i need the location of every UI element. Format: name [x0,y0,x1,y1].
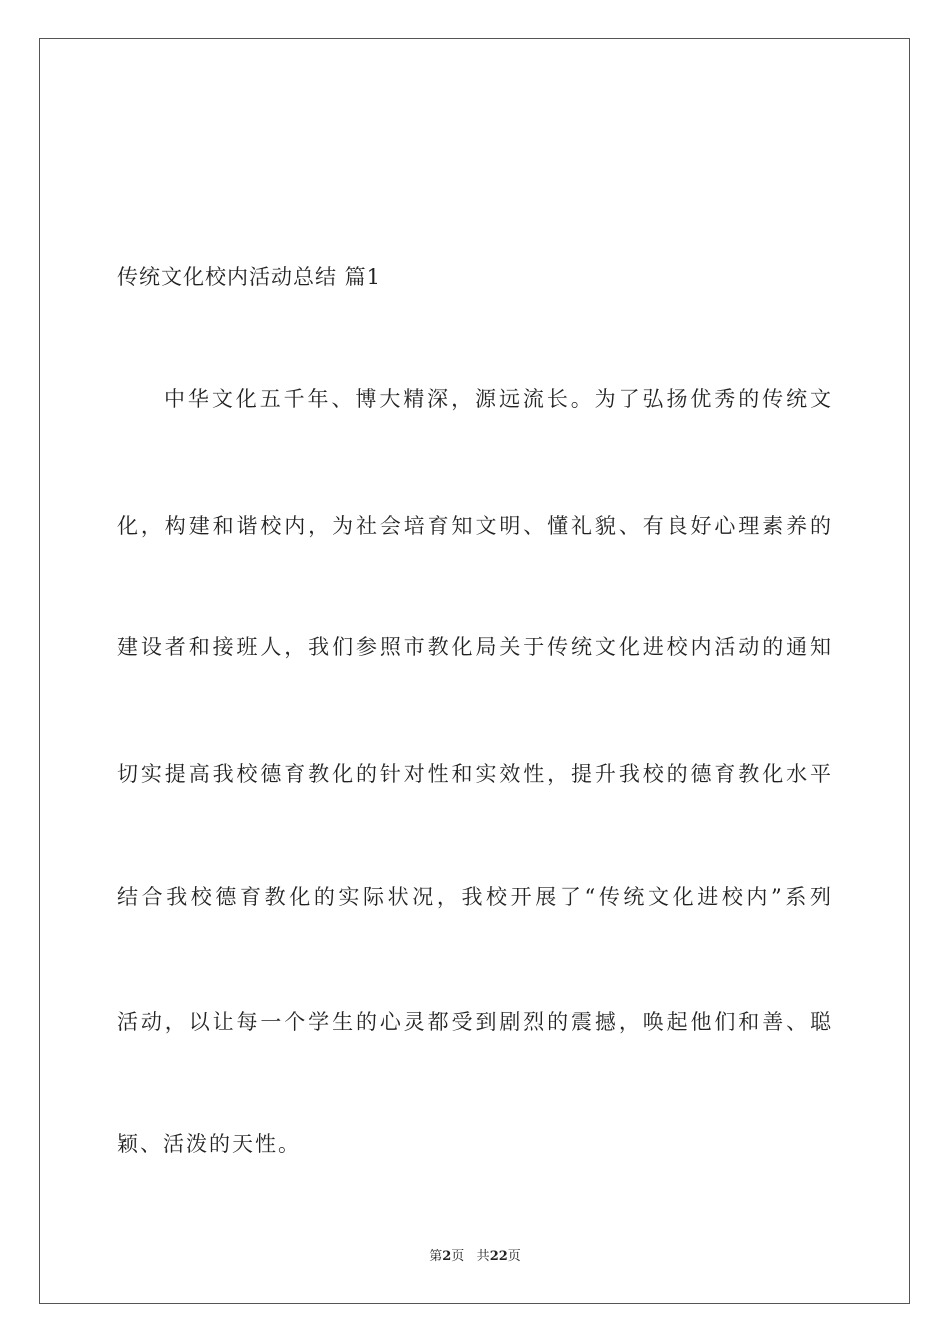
footer-prefix: 第 [429,1249,443,1264]
footer-page-suffix: 页 [451,1249,465,1264]
footer-page-number: 2 [442,1249,452,1264]
footer-total-suffix: 页 [507,1249,521,1264]
paragraph-line-6: 活动，以让每一个学生的心灵都受到剧烈的震撼，唤起他们和善、聪 [117,1010,831,1034]
paragraph-line-4: 切实提高我校德育教化的针对性和实效性，提升我校的德育教化水平 [117,762,831,786]
paragraph-line-7: 颖、活泼的天性。 [117,1132,301,1156]
paragraph-line-5: 结合我校德育教化的实际状况，我校开展了“传统文化进校内”系列 [117,885,831,909]
document-title: 传统文化校内活动总结 篇1 [117,265,382,289]
paragraph-line-2: 化，构建和谐校内，为社会培育知文明、懂礼貌、有良好心理素养的 [117,514,831,538]
page-border [39,38,910,1304]
paragraph-line-1: 中华文化五千年、博大精深，源远流长。为了弘扬优秀的传统文 [164,387,831,411]
footer-total-prefix: 共 [476,1249,490,1264]
footer-total-pages: 22 [489,1249,508,1264]
paragraph-line-3: 建设者和接班人，我们参照市教化局关于传统文化进校内活动的通知 [117,635,831,659]
page-footer [0,1248,950,1266]
